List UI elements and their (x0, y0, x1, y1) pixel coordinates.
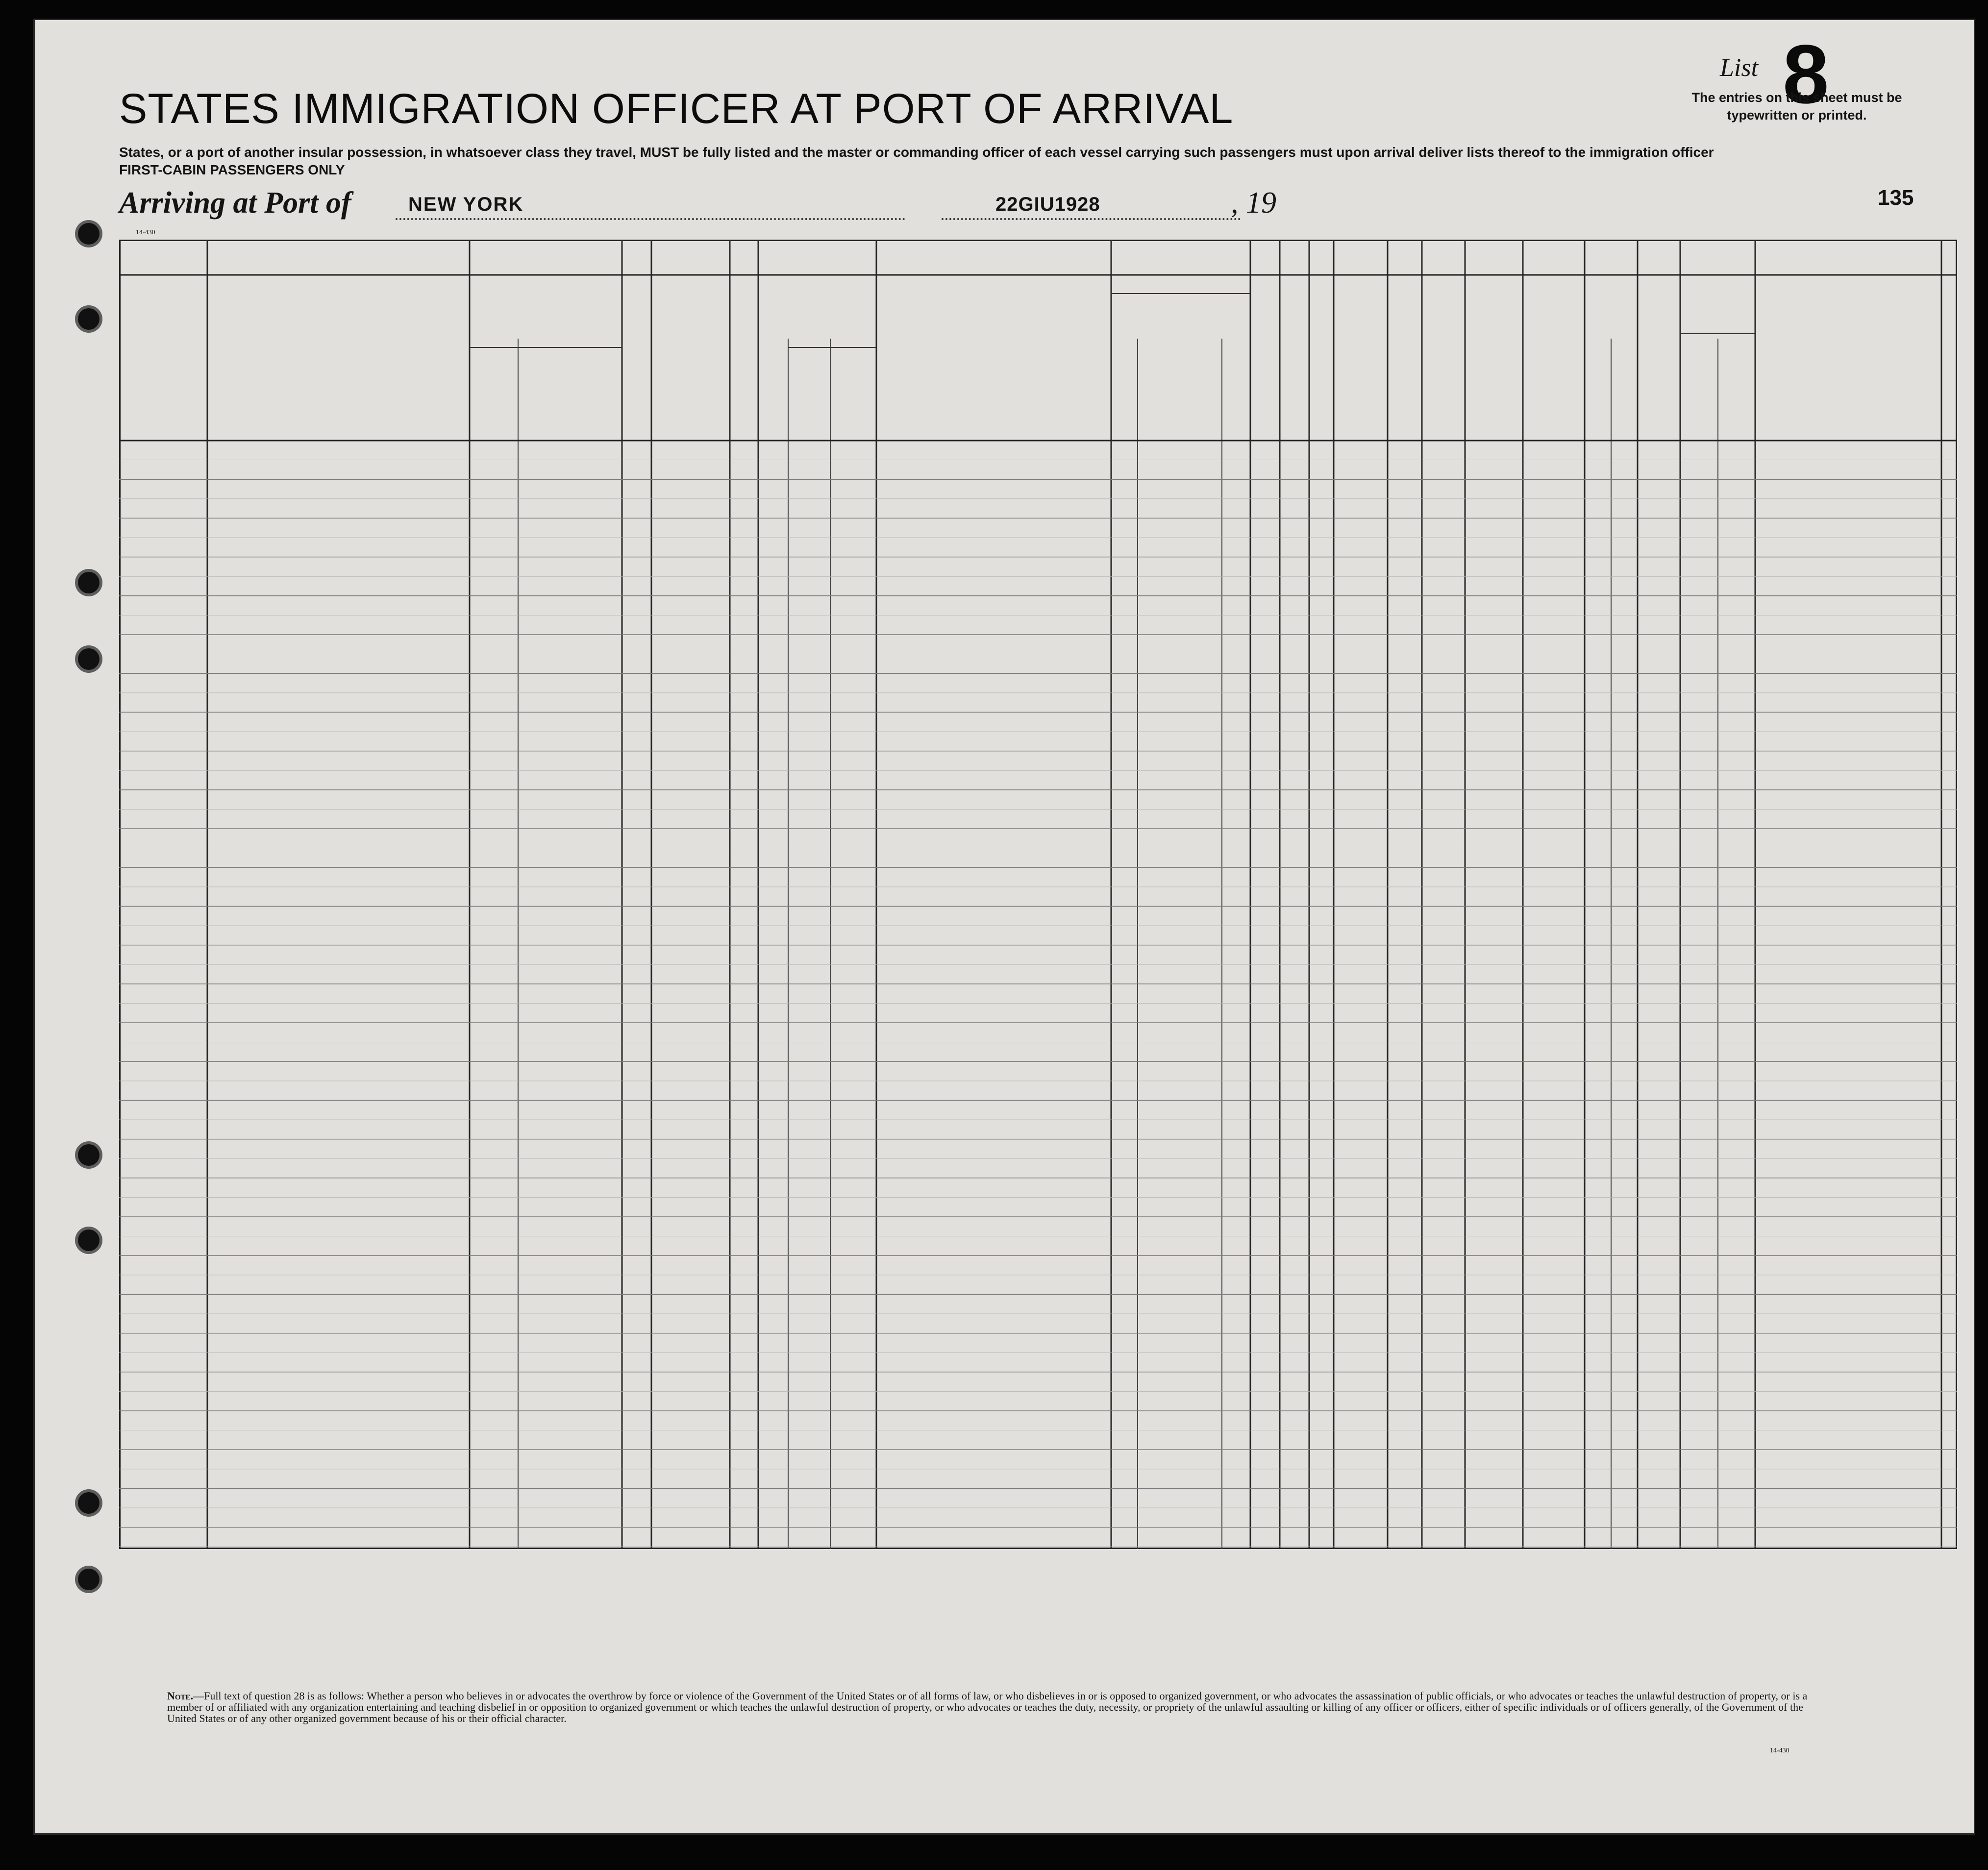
typed-entry (623, 602, 653, 619)
typed-entry (653, 602, 731, 619)
typed-entry (520, 564, 623, 580)
column-header-vertical (1141, 298, 1222, 440)
form-subtitle: FIRST-CABIN PASSENGERS ONLY (119, 162, 345, 177)
port-underline (396, 218, 905, 220)
column-header (834, 372, 876, 387)
typed-entry (1223, 718, 1252, 735)
typed-entry (520, 602, 623, 619)
typed-entry (471, 486, 520, 502)
typed-entry (1423, 447, 1466, 464)
typed-entry (1586, 447, 1613, 464)
typed-entry (832, 641, 878, 658)
typewritten-note: The entries on this sheet must be typewritten or printed. (1691, 90, 1902, 123)
row-number (121, 1498, 209, 1514)
row-number (121, 761, 209, 777)
typed-entry (832, 447, 878, 464)
typed-entry (471, 602, 520, 619)
typed-entry (653, 447, 731, 464)
typed-entry (1113, 641, 1139, 658)
typed-entry (790, 602, 832, 619)
typed-entry (1613, 447, 1639, 464)
column-header (123, 340, 207, 384)
column-header (792, 361, 830, 395)
typed-entry (731, 486, 760, 502)
row-number (121, 1032, 209, 1049)
typed-entry (1113, 486, 1139, 502)
binder-hole (78, 1492, 99, 1514)
typed-entry (471, 641, 520, 658)
typed-entry (1524, 447, 1586, 464)
typed-entry (653, 524, 731, 541)
row-number (121, 1459, 209, 1476)
typed-entry (790, 564, 832, 580)
typed-entry (520, 486, 623, 502)
port-value: NEW YORK (408, 194, 524, 215)
typed-entry (1139, 602, 1223, 619)
column-header (655, 304, 729, 358)
typed-entry (471, 680, 520, 696)
row-number (121, 1187, 209, 1204)
column-header (1641, 365, 1680, 394)
column-header-vertical (1425, 283, 1465, 440)
typed-entry (1113, 447, 1139, 464)
typed-entry (623, 718, 653, 735)
year-prefix: , 19 (1231, 186, 1276, 220)
page-number: 135 (1878, 186, 1914, 210)
typed-entry (790, 447, 832, 464)
row-number (121, 1109, 209, 1126)
binder-hole (78, 648, 99, 670)
column-header-vertical (1312, 283, 1334, 440)
typed-entry (760, 602, 790, 619)
row-number (121, 799, 209, 816)
typed-entry (790, 718, 832, 735)
typed-entry (790, 524, 832, 541)
column-header-vertical (1337, 283, 1388, 440)
column-header (1526, 330, 1584, 409)
date-underline (942, 218, 1241, 220)
binder-hole (78, 1230, 99, 1251)
typed-entry (1113, 718, 1139, 735)
column-header (1588, 404, 1611, 418)
typed-entry (1335, 447, 1389, 464)
row-number (121, 489, 209, 505)
typed-entry (760, 486, 790, 502)
row-number (121, 683, 209, 699)
typed-entry (1639, 447, 1682, 464)
column-header-vertical (1225, 298, 1250, 440)
column-header (1588, 316, 1637, 330)
row-number (121, 527, 209, 544)
arriving-label: Arriving at Port of (119, 186, 351, 220)
typed-entry (832, 680, 878, 696)
row-number (121, 838, 209, 855)
column-header (522, 389, 621, 404)
typed-entry (832, 718, 878, 735)
column-header-vertical (1114, 298, 1138, 440)
typed-entry (760, 564, 790, 580)
typed-entry (653, 680, 731, 696)
column-header-vertical (733, 283, 758, 440)
column-header (1721, 389, 1755, 404)
typed-entry (623, 641, 653, 658)
form-title: STATES IMMIGRATION OFFICER AT PORT OF ARRIVAL (119, 85, 1234, 132)
footnote (167, 1690, 1834, 1724)
row-number (121, 1381, 209, 1398)
column-header (762, 360, 788, 394)
binder-hole (78, 572, 99, 593)
typed-entry (623, 524, 653, 541)
typed-entry (471, 564, 520, 580)
typed-entry (623, 680, 653, 696)
typed-entry (1466, 447, 1524, 464)
row-number (121, 605, 209, 622)
typed-entry (1113, 564, 1139, 580)
typed-entry (731, 602, 760, 619)
typed-entry (1389, 447, 1423, 464)
column-header (880, 325, 1111, 384)
typed-entry (1139, 718, 1223, 735)
typed-entry (471, 447, 520, 464)
typed-entry (1281, 447, 1311, 464)
typed-entry (760, 524, 790, 541)
typed-entry (1139, 447, 1223, 464)
row-number (121, 1304, 209, 1320)
column-header (655, 361, 729, 419)
typed-entry (471, 524, 520, 541)
column-header (792, 334, 876, 349)
footnote-label: Note. (167, 1690, 194, 1702)
list-number: 8 (1783, 28, 1829, 121)
column-header (1468, 330, 1522, 404)
typed-entry (653, 718, 731, 735)
row-number (121, 721, 209, 738)
typed-entry (1139, 486, 1223, 502)
row-number (121, 450, 209, 467)
footnote-text: —Full text of question 28 is as follows: Whether a person who believes in or advocates the overthrow by force or violence of the Government of the United States or of all forms of law, or who disbelieves in or is opposed to organized government, or who advocates the assassination of public officials, or who advocates or teaches the unlawful destruction of property, or is a member of or affiliated with any organization entertaining and teaching disbelief in or opposition to organized government or which teaches the unlawful destruction of property, or who advocates or teaches the duty, necessity, or propriety of the unlawful assaulting or killing of any officer or officers, either of specific individuals or of officers generally, of the Government of the United States or of any other organized government because of his or their official character. (167, 1690, 1808, 1724)
row-number (121, 1343, 209, 1359)
row-number (121, 915, 209, 932)
footnote-code: 14-430 (1770, 1747, 1789, 1754)
typed-entry (653, 641, 731, 658)
typed-entry (623, 447, 653, 464)
binder-hole (78, 223, 99, 245)
row-number (121, 1071, 209, 1087)
column-header (1684, 389, 1717, 404)
column-header (1684, 316, 1755, 330)
typed-entry (520, 447, 623, 464)
column-header-vertical (1253, 283, 1280, 440)
row-number (121, 644, 209, 661)
typed-entry (731, 718, 760, 735)
binder-hole (78, 1144, 99, 1166)
typed-entry (1139, 680, 1223, 696)
typed-entry (520, 680, 623, 696)
list-label: List (1720, 54, 1759, 82)
column-header (211, 331, 469, 390)
typed-entry (790, 680, 832, 696)
typed-entry (760, 680, 790, 696)
binder-hole (78, 1569, 99, 1590)
row-number (121, 1149, 209, 1165)
column-header (1115, 280, 1250, 292)
typed-entry (1139, 641, 1223, 658)
typed-entry (653, 486, 731, 502)
typed-entry (520, 524, 623, 541)
form-instructions: States, or a port of another insular possession, in whatsoever class they travel, MUST be fully listed and the master or commanding officer of each vessel carrying such passengers must upon arrival deliver lists thereof to the immigration officer (119, 145, 1714, 160)
typed-entry (731, 524, 760, 541)
manifest-sheet (33, 19, 1975, 1835)
row-number (121, 877, 209, 893)
column-header-vertical (1283, 283, 1309, 440)
typed-entry (790, 641, 832, 658)
row-number (121, 1575, 209, 1592)
typed-entry (623, 564, 653, 580)
typed-entry (1252, 447, 1281, 464)
row-number (121, 1226, 209, 1243)
typed-entry (1139, 524, 1223, 541)
typed-entry (731, 447, 760, 464)
typed-entry (832, 564, 878, 580)
row-number (121, 993, 209, 1010)
typed-entry (623, 486, 653, 502)
row-number (121, 1537, 209, 1553)
typed-entry (1139, 564, 1223, 580)
typed-entry (731, 641, 760, 658)
row-number (121, 1420, 209, 1437)
column-header (1759, 363, 1941, 382)
typed-entry (832, 524, 878, 541)
typed-entry (1113, 602, 1139, 619)
typed-entry (760, 718, 790, 735)
column-header-vertical (625, 283, 651, 440)
table-grid (119, 240, 1957, 1549)
column-header (473, 296, 621, 311)
binder-hole (78, 308, 99, 330)
date-stamp: 22GIU1928 (995, 194, 1100, 215)
row-number (121, 1265, 209, 1281)
manifest-table (119, 240, 1957, 1549)
column-header-vertical (1391, 283, 1422, 440)
form-code: 14-430 (136, 229, 155, 236)
typed-entry (790, 486, 832, 502)
typed-entry (832, 486, 878, 502)
typed-entry (760, 447, 790, 464)
column-header (473, 311, 621, 325)
typed-entry (1113, 680, 1139, 696)
typed-entry (832, 602, 878, 619)
column-header (1615, 404, 1637, 418)
typed-entry (1311, 447, 1335, 464)
typed-entry (731, 564, 760, 580)
row-number (121, 566, 209, 583)
typed-entry (520, 718, 623, 735)
typed-entry (520, 641, 623, 658)
column-header (762, 283, 876, 342)
typed-entry (1113, 524, 1139, 541)
typed-entry (653, 564, 731, 580)
typed-entry (760, 641, 790, 658)
column-header (473, 389, 518, 404)
row-number (121, 955, 209, 971)
typed-entry (471, 718, 520, 735)
typed-entry (731, 680, 760, 696)
